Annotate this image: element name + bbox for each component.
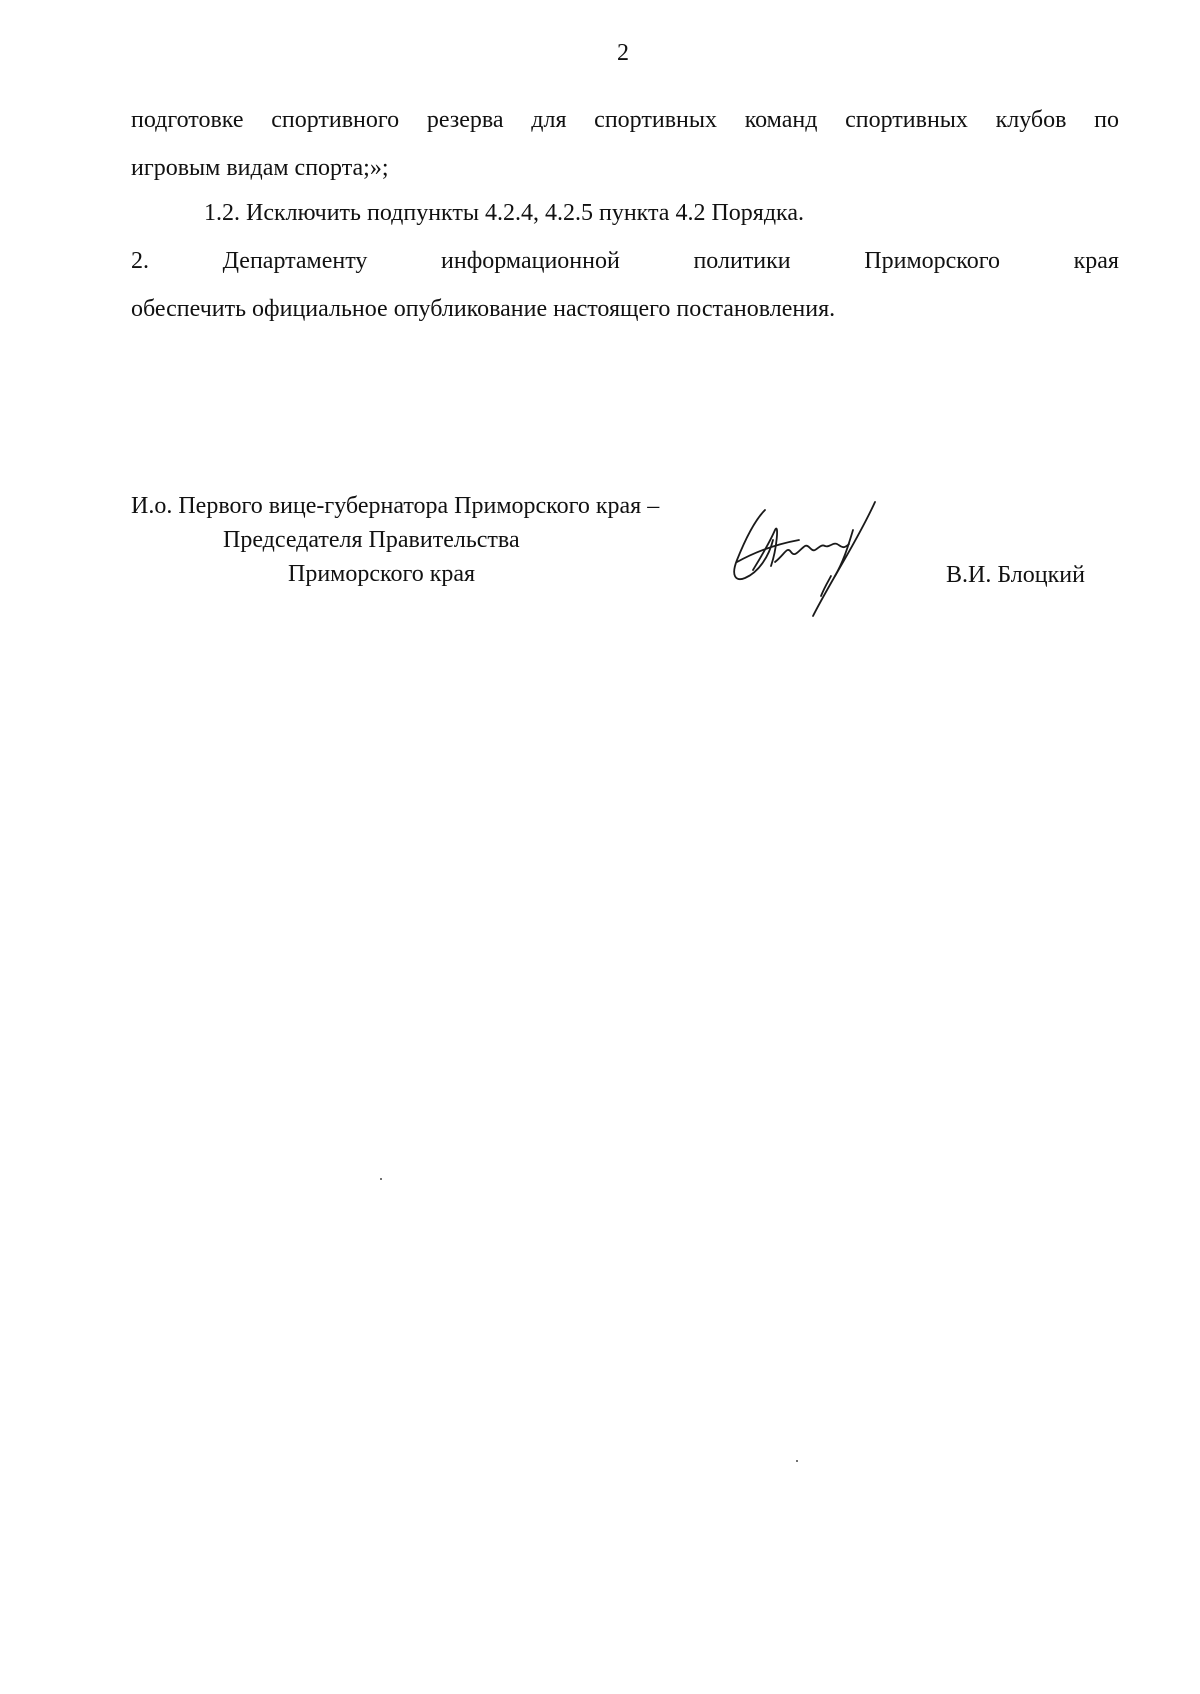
word: края bbox=[1073, 248, 1119, 274]
word: 2. bbox=[131, 248, 149, 274]
scan-speck bbox=[380, 1178, 382, 1180]
word: информационной bbox=[441, 248, 620, 274]
paragraph-item-1-2: 1.2. Исключить подпункты 4.2.4, 4.2.5 пункта 4.2 Порядка. bbox=[204, 200, 804, 226]
word: Приморского bbox=[864, 248, 1000, 274]
paragraph-item-2-line2: обеспечить официальное опубликование настоящего постановления. bbox=[131, 296, 836, 322]
signatory-title-line2: Председателя Правительства bbox=[223, 527, 520, 553]
signatory-title-line1: И.о. Первого вице-губернатора Приморского края – bbox=[131, 493, 660, 519]
paragraph-continuation bbox=[131, 96, 1119, 192]
handwritten-signature bbox=[725, 500, 915, 620]
signatory-name: В.И. Блоцкий bbox=[946, 562, 1085, 588]
word: Департаменту bbox=[222, 248, 368, 274]
scan-speck bbox=[796, 1460, 798, 1462]
paragraph-line: игровым видам спорта;»; bbox=[131, 155, 389, 181]
paragraph-item-2-line1 bbox=[131, 248, 1119, 275]
signatory-title-line3: Приморского края bbox=[288, 561, 476, 587]
page-number: 2 bbox=[617, 40, 629, 66]
word: политики bbox=[693, 248, 791, 274]
paragraph-line: подготовке спортивного резерва для спортивных команд спортивных клубов по bbox=[131, 107, 1119, 133]
